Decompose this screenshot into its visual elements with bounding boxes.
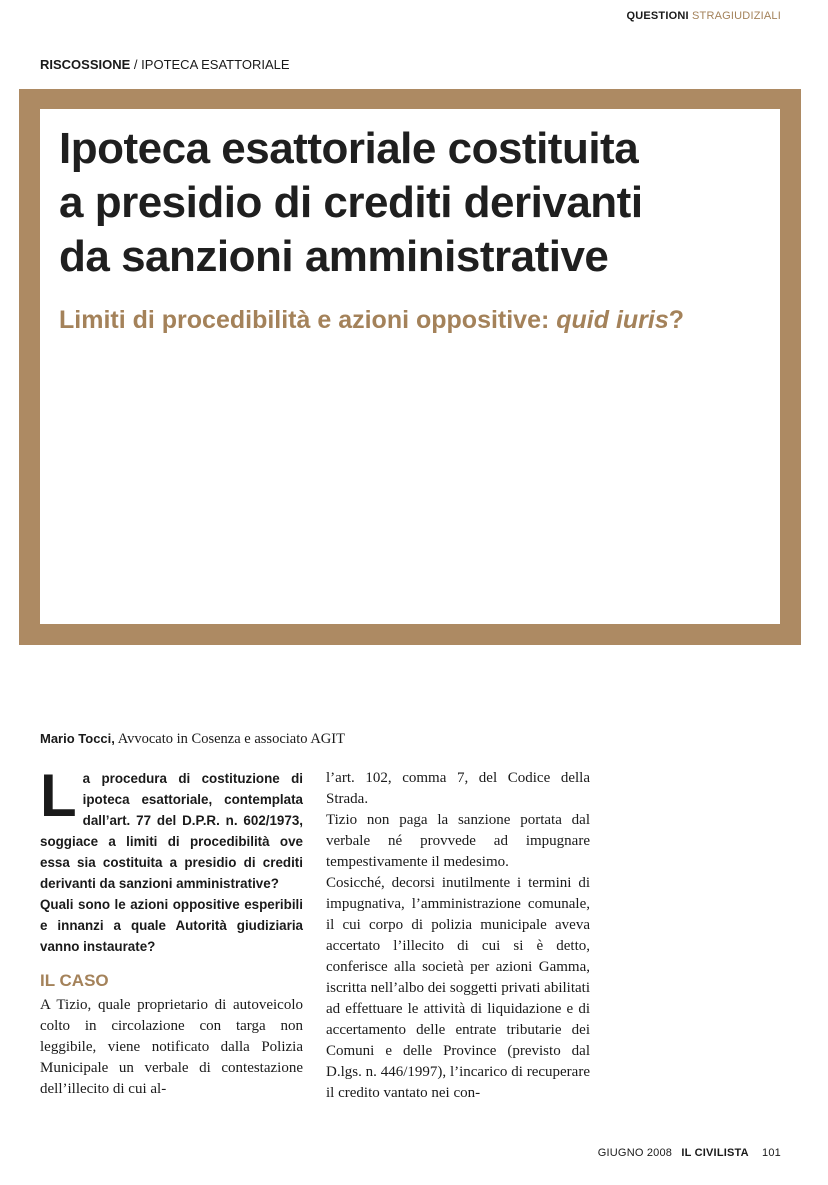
subtitle-italic: quid iuris [556,306,669,334]
body-paragraph: l’art. 102, comma 7, del Codice della Strada. [326,770,590,807]
intro-paragraph [40,762,303,894]
running-header [626,10,781,22]
subtitle-text: Limiti di procedibilità e azioni oppositive: [59,306,557,334]
category-separator: / [133,57,138,72]
header-subsection: STRAGIUDIZIALI [692,10,781,22]
category-label [40,57,290,72]
case-paragraph: A Tizio, quale proprietario di autoveicolo colto in circolazione con targa non leggibile, viene notificato dalla Polizia Municipale un verbale di contestazione dell’illecito di cui al- [40,997,303,1097]
body-paragraph: Cosicché, decorsi inutilmente i termini di impugnativa, l’amministrazione comunale, il cui corpo di polizia municipale aveva accertato l’illecito di cui si è detto, conferisce alla società per azioni Gamma, iscritta nell’albo dei soggetti privati abilitati ad effettuare le attività di liquidazione e di accertamento delle entrate tributarie dei Comuni e delle Province (previsto dal D.lgs. n. 446/1997), l’incarico di recuperare il credito vantato nei con- [326,875,590,1101]
title-line: a presidio di crediti derivanti [59,178,643,227]
drop-cap: L [40,762,77,829]
author-name: Mario Tocci, [40,731,115,746]
article-subtitle [59,303,759,337]
category-main: RISCOSSIONE [40,57,131,72]
title-line: Ipoteca esattoriale costituita [59,124,639,173]
body-paragraph: Tizio non paga la sanzione portata dal verbale né provvede ad impugnare tempestivamente il medesimo. [326,812,590,870]
intro-text: a procedura di costituzione di ipoteca esattoriale, contemplata dall’art. 77 del D.P.R. n. 602/1973, soggiace a limiti di procedibilità ove essa sia costituita a presidio di crediti derivanti da sanzioni amministrative? [40,771,303,891]
category-sub: IPOTECA ESATTORIALE [141,57,290,72]
author-line [40,731,600,748]
body-column-left [40,762,303,1100]
author-affiliation: Avvocato in Cosenza e associato AGIT [114,731,345,747]
case-heading: IL CASO [40,971,109,990]
footer-magazine: IL CIVILISTA [681,1147,749,1159]
footer-date: GIUGNO 2008 [597,1147,673,1159]
article-title [59,122,759,284]
subtitle-end: ? [668,306,685,334]
page-footer [598,1147,781,1159]
page-number: 101 [762,1147,781,1159]
title-line: da sanzioni amministrative [59,232,609,281]
body-column-right [326,768,590,1104]
header-section: QUESTIONI [626,10,689,22]
intro-question: Quali sono le azioni oppositive esperibili e innanzi a quale Autorità giudiziaria vanno instaurate? [40,897,303,954]
